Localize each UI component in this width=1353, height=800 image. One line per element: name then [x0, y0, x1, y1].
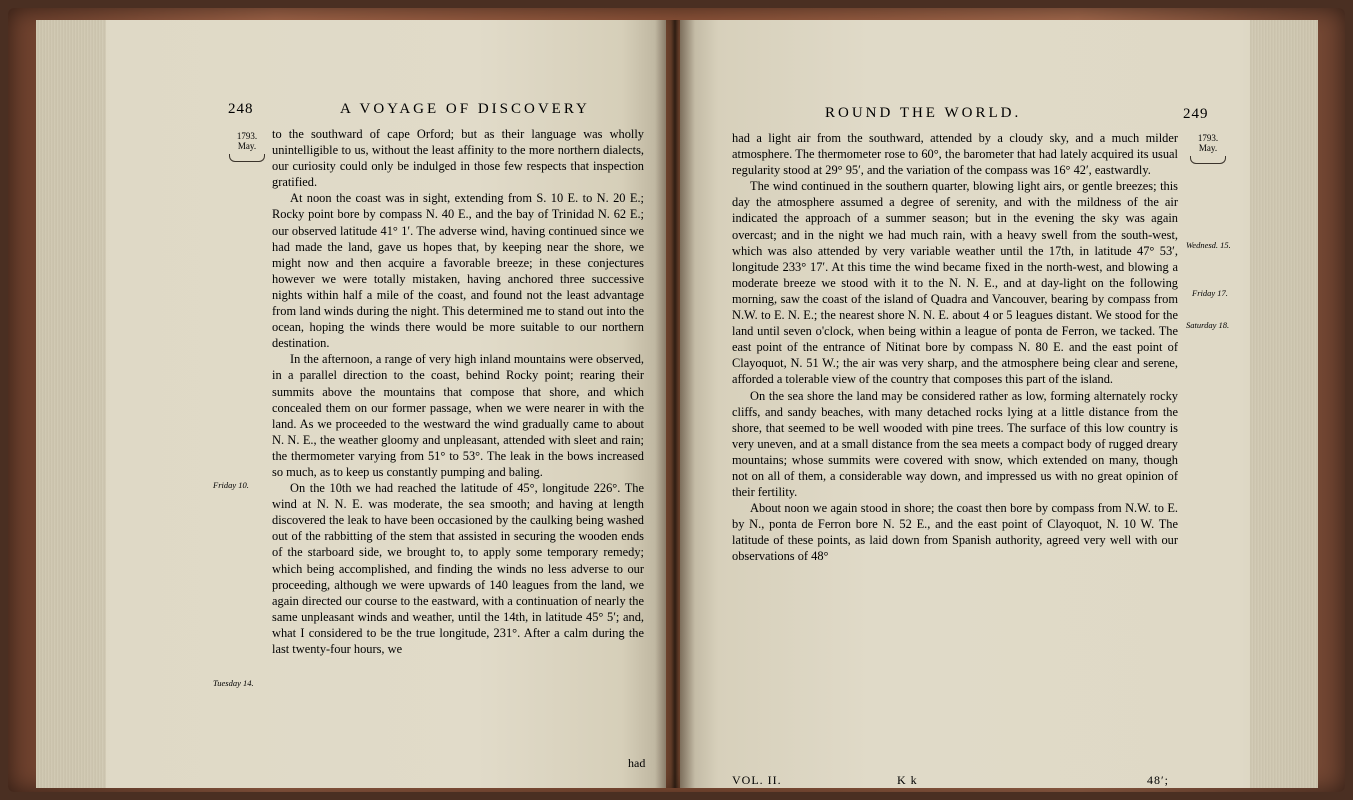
left-margin-date	[229, 131, 265, 151]
left-paragraph-2: At noon the coast was in sight, extending from S. 10 E. to N. 20 E.; Rocky point bore by compass N. 40 E., and the bay of Trinidad N. 62 E.; our observed latitude 41° 1′. The adverse wind, having continued since we had made the land, gave us hopes that, by keeping near the shore, we might now and then acquire a favorable breeze; in these conjectures however we were totally mistaken, having anchored three successive nights within half a mile of the coast, and found not the least advantage from land winds during the night. This determined me to stand out into the ocean, hoping the winds there would be more suitable to our northern destination.	[272, 191, 644, 351]
left-paragraph-1: to the southward of cape Orford; but as their language was wholly unintelligible to us, without the least affinity to the more northern dialects, our curiosity could only be indulged in those few respects that inspection gratified.	[272, 127, 644, 190]
left-paragraph-4: On the 10th we had reached the latitude of 45°, longitude 226°. The wind at N. N. E. was moderate, the sea smooth; and having at length discovered the leak to have been occasioned by the caulking being washed out of the rabbitting of the stem that assisted in securing the wooden ends of the starboard side, we brought to, to apply some temporary remedy; which being accomplished, and finding the winds no less adverse to our proceeding, although we were upwards of 140 leagues from the land, we again directed our course to the eastward, with a continuation of nearly the same unpleasant winds and weather, until the 14th, in latitude 45° 5′; and, what I considered to be the true longitude, 231°. After a calm during the last twenty-four hours, we	[272, 481, 644, 656]
left-catchword: had	[628, 756, 646, 770]
left-page-edges	[36, 20, 106, 788]
margin-month: May.	[237, 141, 257, 151]
right-margin-date	[1190, 133, 1226, 153]
left-running-head: A VOYAGE OF DISCOVERY	[340, 101, 590, 117]
right-paragraph-4: About noon we again stood in shore; the coast then bore by compass from N.W. to E. by N., ponta de Ferron bore N. 52 E., and the east point of Clayoquot, N. 10 W. The latitude of these points, as laid down from Spanish authority, agreed very well with our observations of 48°	[732, 501, 1178, 564]
right-running-head: ROUND THE WORLD.	[825, 105, 1022, 121]
right-sidenote-2: Friday 17.	[1192, 288, 1228, 298]
left-page-number: 248	[228, 101, 254, 117]
right-catchword: 48′;	[1147, 773, 1169, 787]
margin-brace	[229, 154, 265, 162]
right-page-number: 249	[1183, 106, 1209, 122]
left-body-text	[272, 126, 644, 657]
right-sidenote-1: Wednesd. 15.	[1186, 240, 1231, 250]
volume-mark: VOL. II.	[732, 773, 782, 787]
book-gutter	[655, 20, 695, 788]
margin-year: 1793.	[1197, 133, 1219, 143]
margin-year: 1793.	[236, 131, 258, 141]
signature-mark: K k	[897, 773, 918, 787]
right-paragraph-2: The wind continued in the southern quarter, blowing light airs, or gentle breezes; this day the atmosphere assumed a degree of serenity, and with the mildness of the air indicated the approach of a summer season; but in the evening the sky was again overcast; and in the night we had much rain, with a heavy swell from the south-west, which was also attended by very variable weather until the 17th, in latitude 47° 53′, longitude 233° 17′. At this time the wind became fixed in the north-west, and blowing a moderate breeze we stood with it to the N. N. E., and at day-light on the following morning, saw the coast of the island of Quadra and Vancouver, bearing by compass from N.W. to E. N. E.; the nearest shore N. N. E. about 4 or 5 leagues distant. We stood for the land until seven o'clock, when being within a league of ponta de Ferron, we tacked. The east point of the entrance of Nitinat bore by compass N. 80 E. and the east point of Clayoquot, N. 51 W.; the air was very sharp, and the atmosphere being clear and serene, afforded a tolerable view of the country that composes this part of the island.	[732, 179, 1178, 387]
right-paragraph-1: had a light air from the southward, attended by a cloudy sky, and a much milder atmosphere. The thermometer rose to 60°, the barometer that had lately acquired its usual regularity stood at 29° 95′, and the variation of the compass was 16° 42′, eastwardly.	[732, 131, 1178, 178]
right-paragraph-3: On the sea shore the land may be considered rather as low, forming alternately rocky cliffs, and sandy beaches, with many detached rocks lying at a little distance from the shore, that seemed to be well wooded with pine trees. The surface of this low country is very uneven, and at a small distance from the sea meets a compact body of rugged dreary mountains; whose summits were covered with snow, which extended on many, though not on all of them, a considerable way down, and impressed us with no great opinion of their fertility.	[732, 388, 1178, 500]
right-sidenote-3: Saturday 18.	[1186, 320, 1230, 330]
left-sidenote-1: Friday 10.	[213, 480, 249, 490]
margin-month: May.	[1198, 143, 1218, 153]
right-body-text	[732, 130, 1178, 565]
left-paragraph-3: In the afternoon, a range of very high inland mountains were observed, in a parallel direction to the coast, behind Rocky point; rearing their summits above the mountains that compose that shore, and which concealed them on our former passage, when we were nearer in with the land. As we proceeded to the westward the wind gradually came to about N. N. E., the weather gloomy and unpleasant, attended with sleet and rain; the thermometer varying from 51° to 53°. The leak in the bows increased so much, as to keep us constantly pumping and baling.	[272, 352, 644, 479]
left-sidenote-2: Tuesday 14.	[213, 678, 254, 688]
margin-brace	[1190, 156, 1226, 164]
right-page-edges	[1250, 20, 1318, 788]
